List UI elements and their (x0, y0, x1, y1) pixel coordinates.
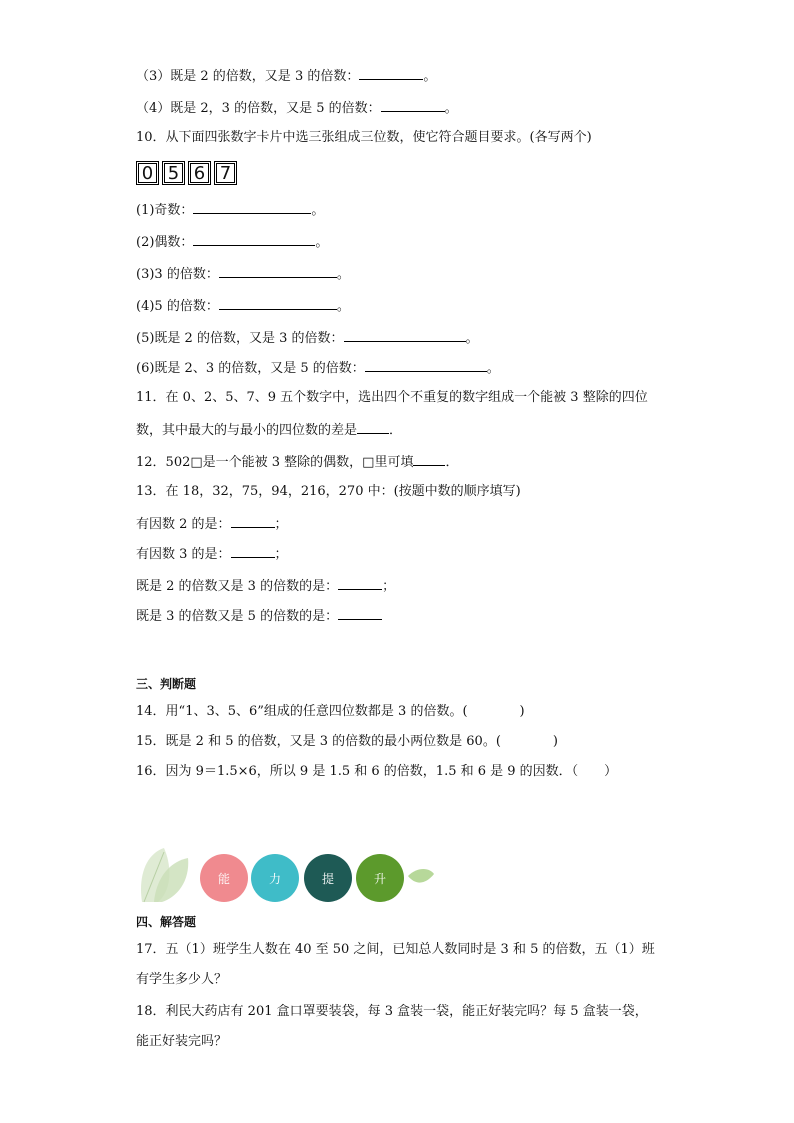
q15: 15．既是 2 和 5 的倍数，又是 3 的倍数的最小两位数是 60。( ) (136, 734, 558, 749)
answer-blank[interactable] (338, 576, 382, 590)
q17-line1: 17．五（1）班学生人数在 40 至 50 之间，已知总人数同时是 3 和 5 的倍数，五（1）班 (136, 942, 655, 957)
answer-blank[interactable] (193, 232, 315, 246)
section-heading-judgement: 三、判断题 (136, 677, 197, 691)
digit-card: 7 (214, 161, 237, 185)
q13-multiple-2-3: 既是 2 的倍数又是 3 的倍数的是： ； (136, 576, 395, 597)
banner-circle-4: 升 (356, 854, 404, 902)
answer-blank[interactable] (365, 358, 487, 372)
answer-blank[interactable] (219, 264, 337, 278)
digit-cards (136, 161, 237, 185)
digit-card: 6 (188, 161, 211, 185)
q13-stem: 13．在 18，32，75，94，216，270 中：(按题中数的顺序填写) (136, 484, 521, 499)
answer-blank[interactable] (219, 296, 337, 310)
answer-blank[interactable] (231, 544, 275, 558)
q11-line1: 11．在 0、2、5、7、9 五个数字中，选出四个不重复的数字组成一个能被 3 整除的四位 (136, 390, 648, 405)
q10-multiple-5: (4)5 的倍数： 。 (136, 296, 350, 317)
q9-part3: （3）既是 2 的倍数，又是 3 的倍数： 。 (136, 66, 436, 87)
q13-multiple-3-5: 既是 3 的倍数又是 5 的倍数的是： (136, 606, 382, 627)
answer-blank[interactable] (359, 66, 423, 80)
q10-multiple-2-3-5: (6)既是 2、3 的倍数，又是 5 的倍数： 。 (136, 358, 500, 379)
q10-odd: (1)奇数： 。 (136, 200, 324, 221)
answer-blank[interactable] (413, 452, 445, 466)
q14: 14．用“1、3、5、6”组成的任意四位数都是 3 的倍数。( ) (136, 704, 525, 719)
q12: 12．502□是一个能被 3 整除的偶数，□里可填 ． (136, 452, 458, 473)
answer-blank[interactable] (231, 514, 275, 528)
q9-part4: （4）既是 2，3 的倍数，又是 5 的倍数： 。 (136, 98, 458, 119)
q10-multiple-3: (3)3 的倍数： 。 (136, 264, 350, 285)
digit-card: 5 (162, 161, 185, 185)
banner-circle-3: 提 (304, 854, 352, 902)
answer-blank[interactable] (344, 328, 466, 342)
answer-blank[interactable] (381, 98, 445, 112)
q10-multiple-2-3: (5)既是 2 的倍数，又是 3 的倍数： 。 (136, 328, 479, 349)
q10-stem: 10．从下面四张数字卡片中选三张组成三位数，使它符合题目要求。(各写两个) (136, 130, 592, 145)
q13-factor-2: 有因数 2 的是： ； (136, 514, 288, 535)
q17-line2: 有学生多少人？ (136, 972, 228, 987)
banner-circle-1: 能 (200, 854, 248, 902)
ability-banner (136, 846, 436, 904)
q16: 16．因为 9＝1.5×6，所以 9 是 1.5 和 6 的倍数，1.5 和 6 是 9 的因数．（ ） (136, 764, 618, 779)
q11-line2: 数，其中最大的与最小的四位数的差是 ． (136, 420, 402, 441)
digit-card: 0 (136, 161, 159, 185)
q18-line2: 能正好装完吗？ (136, 1034, 228, 1049)
banner-circle-2: 力 (251, 854, 299, 902)
section-heading-answers: 四、解答题 (136, 915, 197, 929)
q18-line1: 18．利民大药店有 201 盒口罩要装袋，每 3 盒装一袋，能正好装完吗？每 5 盒装一袋， (136, 1004, 648, 1019)
answer-blank[interactable] (357, 420, 389, 434)
answer-blank[interactable] (193, 200, 311, 214)
answer-blank[interactable] (338, 606, 382, 620)
q10-even: (2)偶数： 。 (136, 232, 328, 253)
q13-factor-3: 有因数 3 的是： ； (136, 544, 288, 565)
